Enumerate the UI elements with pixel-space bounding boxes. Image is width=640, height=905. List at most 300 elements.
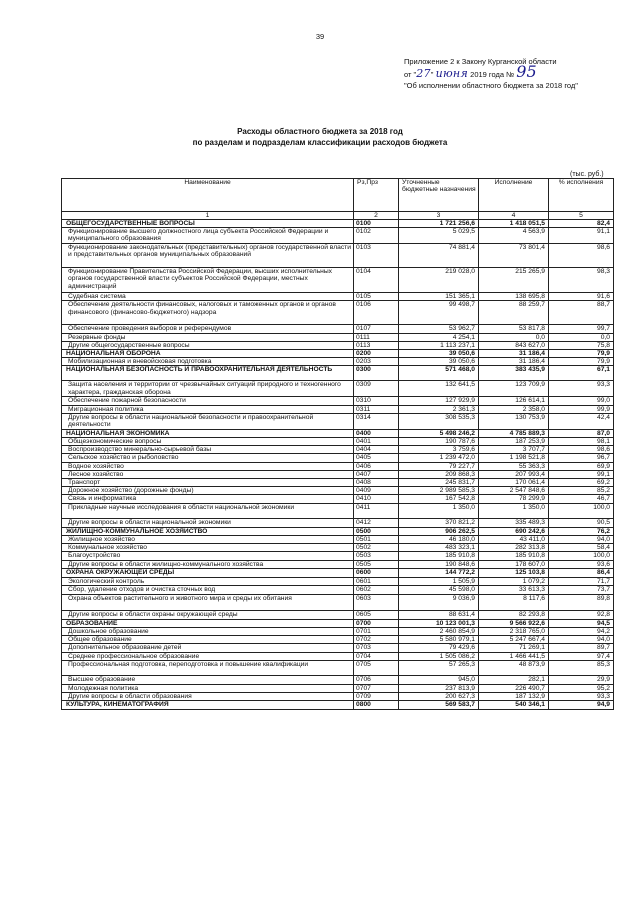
table-section-row <box>62 366 614 381</box>
cell-executed: 187 132,9 <box>479 693 549 701</box>
cell-code: 0100 <box>354 220 399 228</box>
cell-name: Функционирование Правительства Российской Федерации, высших исполнительных органов государственной власти субъектов Российской Федерации, местных администраций <box>62 268 354 293</box>
cell-percent: 91,6 <box>549 293 614 301</box>
cell-planned: 569 583,7 <box>399 701 479 709</box>
cell-code: 0314 <box>354 413 399 429</box>
cell-planned: 370 821,2 <box>399 518 479 527</box>
cell-code: 0709 <box>354 693 399 701</box>
cell-code: 0501 <box>354 535 399 543</box>
cell-name: Обеспечение пожарной безопасности <box>62 397 354 405</box>
cell-code: 0600 <box>354 569 399 577</box>
cell-planned: 906 262,5 <box>399 527 479 535</box>
cell-planned: 209 868,3 <box>399 470 479 478</box>
cell-percent: 88,7 <box>549 301 614 325</box>
cell-planned: 127 929,9 <box>399 397 479 405</box>
cell-name: Прикладные научные исследования в области национальной экономики <box>62 503 354 518</box>
cell-name: Молодежная политика <box>62 684 354 692</box>
cell-planned: 308 535,3 <box>399 413 479 429</box>
cell-executed: 1 466 441,5 <box>479 652 549 660</box>
cell-code: 0404 <box>354 446 399 454</box>
cell-executed: 43 411,0 <box>479 535 549 543</box>
cell-percent: 99,1 <box>549 470 614 478</box>
cell-executed: 88 259,7 <box>479 301 549 325</box>
cell-executed: 1 350,0 <box>479 503 549 518</box>
cell-name: Миграционная политика <box>62 405 354 413</box>
cell-name: Функционирование законодательных (представительных) органов государственной власти и представительных органов муниципальных образований <box>62 244 354 268</box>
cell-executed: 0,0 <box>479 333 549 341</box>
cell-executed: 4 785 889,3 <box>479 429 549 437</box>
cell-name: Связь и информатика <box>62 495 354 503</box>
cell-code: 0408 <box>354 479 399 487</box>
table-row <box>62 454 614 462</box>
cell-name: Среднее профессиональное образование <box>62 652 354 660</box>
table-row <box>62 693 614 701</box>
table-row <box>62 470 614 478</box>
cell-name: НАЦИОНАЛЬНАЯ ОБОРОНА <box>62 350 354 358</box>
cell-percent: 98,1 <box>549 438 614 446</box>
cell-code: 0407 <box>354 470 399 478</box>
table-row <box>62 636 614 644</box>
cell-planned: 57 265,3 <box>399 660 479 675</box>
cell-code: 0401 <box>354 438 399 446</box>
table-row <box>62 268 614 293</box>
cell-name: ЖИЛИЩНО-КОММУНАЛЬНОЕ ХОЗЯЙСТВО <box>62 527 354 535</box>
table-row <box>62 628 614 636</box>
cell-percent: 93,3 <box>549 381 614 397</box>
cell-code: 0113 <box>354 341 399 349</box>
cell-planned: 79 227,7 <box>399 462 479 470</box>
cell-percent: 76,2 <box>549 527 614 535</box>
cell-executed: 843 627,0 <box>479 341 549 349</box>
cell-executed: 55 363,3 <box>479 462 549 470</box>
cell-planned: 2 989 585,3 <box>399 487 479 495</box>
cell-name: Экологический контроль <box>62 577 354 585</box>
cell-executed: 78 299,9 <box>479 495 549 503</box>
cell-executed: 335 489,3 <box>479 518 549 527</box>
cell-planned: 45 598,0 <box>399 585 479 594</box>
table-row <box>62 487 614 495</box>
table-row <box>62 228 614 244</box>
table-row <box>62 561 614 569</box>
appendix-block <box>404 56 614 91</box>
cell-planned: 5 029,5 <box>399 228 479 244</box>
cell-name: Сельское хозяйство и рыболовство <box>62 454 354 462</box>
cell-code: 0704 <box>354 652 399 660</box>
cell-code: 0300 <box>354 366 399 381</box>
index-cell: 3 <box>399 212 479 220</box>
cell-name: Жилищное хозяйство <box>62 535 354 543</box>
cell-executed: 3 707,7 <box>479 446 549 454</box>
index-cell: 4 <box>479 212 549 220</box>
cell-percent: 29,9 <box>549 675 614 684</box>
cell-percent: 86,4 <box>549 569 614 577</box>
cell-percent: 71,7 <box>549 577 614 585</box>
cell-planned: 1 505 086,2 <box>399 652 479 660</box>
cell-executed: 5 247 667,4 <box>479 636 549 644</box>
cell-executed: 170 061,4 <box>479 479 549 487</box>
cell-executed: 2 547 848,6 <box>479 487 549 495</box>
cell-percent: 89,8 <box>549 594 614 610</box>
cell-executed: 82 293,8 <box>479 610 549 619</box>
cell-planned: 237 813,9 <box>399 684 479 692</box>
table-row <box>62 684 614 692</box>
cell-percent: 58,4 <box>549 544 614 552</box>
table-row <box>62 518 614 527</box>
cell-name: Дополнительное образование детей <box>62 644 354 652</box>
cell-name: Другие общегосударственные вопросы <box>62 341 354 349</box>
cell-planned: 3 759,6 <box>399 446 479 454</box>
document-title <box>0 126 640 148</box>
cell-executed: 130 753,9 <box>479 413 549 429</box>
cell-percent: 85,2 <box>549 487 614 495</box>
cell-executed: 125 103,8 <box>479 569 549 577</box>
cell-percent: 92,8 <box>549 610 614 619</box>
table-row <box>62 405 614 413</box>
cell-code: 0505 <box>354 561 399 569</box>
cell-percent: 99,0 <box>549 397 614 405</box>
table-section-row <box>62 569 614 577</box>
index-cell: 5 <box>549 212 614 220</box>
cell-executed: 2 358,0 <box>479 405 549 413</box>
cell-name: ОБЩЕГОСУДАРСТВЕННЫЕ ВОПРОСЫ <box>62 220 354 228</box>
cell-code: 0107 <box>354 325 399 333</box>
table-row <box>62 244 614 268</box>
cell-code: 0502 <box>354 544 399 552</box>
cell-name: Водное хозяйство <box>62 462 354 470</box>
appendix-law-title: "Об исполнении областного бюджета за 2018 год" <box>404 81 578 90</box>
cell-name: Обеспечение деятельности финансовых, налоговых и таможенных органов и органов финансового (финансово-бюджетного) надзора <box>62 301 354 325</box>
cell-planned: 10 123 001,3 <box>399 619 479 627</box>
table-section-row <box>62 350 614 358</box>
cell-name: Благоустройство <box>62 552 354 561</box>
cell-planned: 245 831,7 <box>399 479 479 487</box>
header-percent: % исполнения <box>549 179 614 212</box>
cell-code: 0412 <box>354 518 399 527</box>
cell-planned: 1 505,9 <box>399 577 479 585</box>
cell-executed: 138 695,8 <box>479 293 549 301</box>
cell-code: 0111 <box>354 333 399 341</box>
unit-label: (тыс. руб.) <box>570 171 604 178</box>
cell-code: 0703 <box>354 644 399 652</box>
cell-planned: 945,0 <box>399 675 479 684</box>
cell-executed: 126 614,1 <box>479 397 549 405</box>
cell-code: 0405 <box>354 454 399 462</box>
cell-name: Лесное хозяйство <box>62 470 354 478</box>
cell-planned: 39 050,6 <box>399 358 479 366</box>
cell-name: Защита населения и территории от чрезвычайных ситуаций природного и техногенного характера, гражданская оборона <box>62 381 354 397</box>
table-section-row <box>62 527 614 535</box>
cell-percent: 89,7 <box>549 644 614 652</box>
cell-percent: 95,2 <box>549 684 614 692</box>
cell-code: 0309 <box>354 381 399 397</box>
table-index-row <box>62 212 614 220</box>
cell-percent: 94,0 <box>549 535 614 543</box>
cell-code: 0105 <box>354 293 399 301</box>
table-section-row <box>62 220 614 228</box>
cell-executed: 187 253,9 <box>479 438 549 446</box>
cell-percent: 94,0 <box>549 636 614 644</box>
cell-code: 0700 <box>354 619 399 627</box>
cell-executed: 1 079,2 <box>479 577 549 585</box>
cell-percent: 94,2 <box>549 628 614 636</box>
cell-percent: 46,7 <box>549 495 614 503</box>
cell-code: 0706 <box>354 675 399 684</box>
cell-executed: 282 313,8 <box>479 544 549 552</box>
table-row <box>62 675 614 684</box>
cell-name: Судебная система <box>62 293 354 301</box>
cell-planned: 9 036,9 <box>399 594 479 610</box>
cell-name: Другие вопросы в области жилищно-коммунального хозяйства <box>62 561 354 569</box>
cell-name: Резервные фонды <box>62 333 354 341</box>
index-cell: 2 <box>354 212 399 220</box>
budget-table <box>61 178 614 710</box>
cell-planned: 190 787,6 <box>399 438 479 446</box>
cell-percent: 87,0 <box>549 429 614 437</box>
cell-name: Общее образование <box>62 636 354 644</box>
cell-executed: 185 910,8 <box>479 552 549 561</box>
table-row <box>62 413 614 429</box>
cell-percent: 73,7 <box>549 585 614 594</box>
cell-percent: 0,0 <box>549 333 614 341</box>
cell-planned: 483 323,1 <box>399 544 479 552</box>
cell-code: 0311 <box>354 405 399 413</box>
cell-name: Воспроизводство минерально-сырьевой базы <box>62 446 354 454</box>
cell-code: 0310 <box>354 397 399 405</box>
cell-percent: 99,7 <box>549 325 614 333</box>
cell-executed: 48 873,9 <box>479 660 549 675</box>
table-section-row <box>62 701 614 709</box>
cell-executed: 2 318 765,0 <box>479 628 549 636</box>
table-row <box>62 610 614 619</box>
cell-percent: 85,3 <box>549 660 614 675</box>
cell-name: Высшее образование <box>62 675 354 684</box>
cell-planned: 1 239 472,0 <box>399 454 479 462</box>
cell-name: Транспорт <box>62 479 354 487</box>
cell-executed: 123 709,9 <box>479 381 549 397</box>
cell-name: Коммунальное хозяйство <box>62 544 354 552</box>
cell-planned: 99 498,7 <box>399 301 479 325</box>
date-prefix: от " <box>404 70 417 79</box>
cell-percent: 97,4 <box>549 652 614 660</box>
cell-percent: 99,9 <box>549 405 614 413</box>
cell-percent: 79,9 <box>549 350 614 358</box>
cell-name: Охрана объектов растительного и животного мира и среды их обитания <box>62 594 354 610</box>
cell-code: 0410 <box>354 495 399 503</box>
cell-planned: 2 460 854,9 <box>399 628 479 636</box>
cell-executed: 1 418 051,5 <box>479 220 549 228</box>
cell-planned: 1 350,0 <box>399 503 479 518</box>
cell-planned: 144 772,2 <box>399 569 479 577</box>
cell-code: 0400 <box>354 429 399 437</box>
table-row <box>62 341 614 349</box>
header-code: Рз,Прз <box>354 179 399 212</box>
cell-code: 0701 <box>354 628 399 636</box>
appendix-line: Приложение 2 к Закону Курганской области <box>404 57 557 66</box>
cell-name: Другие вопросы в области образования <box>62 693 354 701</box>
cell-code: 0602 <box>354 585 399 594</box>
cell-executed: 282,1 <box>479 675 549 684</box>
header-executed: Исполнение <box>479 179 549 212</box>
table-row <box>62 660 614 675</box>
cell-percent: 69,9 <box>549 462 614 470</box>
cell-name: Сбор, удаление отходов и очистка сточных вод <box>62 585 354 594</box>
cell-code: 0603 <box>354 594 399 610</box>
table-row <box>62 594 614 610</box>
table-section-row <box>62 429 614 437</box>
cell-code: 0702 <box>354 636 399 644</box>
cell-planned: 74 881,4 <box>399 244 479 268</box>
table-row <box>62 333 614 341</box>
cell-percent: 100,0 <box>549 552 614 561</box>
header-name: Наименование <box>62 179 354 212</box>
cell-percent: 91,1 <box>549 228 614 244</box>
cell-executed: 71 269,1 <box>479 644 549 652</box>
cell-name: Мобилизационная и вневойсковая подготовка <box>62 358 354 366</box>
cell-percent: 67,1 <box>549 366 614 381</box>
cell-percent: 75,8 <box>549 341 614 349</box>
cell-percent: 96,7 <box>549 454 614 462</box>
cell-executed: 8 117,6 <box>479 594 549 610</box>
cell-percent: 98,3 <box>549 268 614 293</box>
cell-percent: 98,6 <box>549 446 614 454</box>
cell-percent: 98,6 <box>549 244 614 268</box>
cell-name: Общеэкономические вопросы <box>62 438 354 446</box>
table-row <box>62 585 614 594</box>
cell-planned: 151 365,1 <box>399 293 479 301</box>
cell-percent: 94,9 <box>549 701 614 709</box>
cell-planned: 200 627,3 <box>399 693 479 701</box>
table-row <box>62 325 614 333</box>
cell-planned: 185 910,8 <box>399 552 479 561</box>
table-row <box>62 495 614 503</box>
cell-percent: 79,9 <box>549 358 614 366</box>
cell-executed: 31 186,4 <box>479 358 549 366</box>
cell-executed: 226 490,7 <box>479 684 549 692</box>
cell-planned: 46 180,0 <box>399 535 479 543</box>
cell-planned: 1 721 256,6 <box>399 220 479 228</box>
cell-planned: 571 468,0 <box>399 366 479 381</box>
cell-executed: 53 817,8 <box>479 325 549 333</box>
index-cell: 1 <box>62 212 354 220</box>
table-section-row <box>62 619 614 627</box>
cell-percent: 100,0 <box>549 503 614 518</box>
cell-executed: 178 607,0 <box>479 561 549 569</box>
cell-percent: 82,4 <box>549 220 614 228</box>
cell-code: 0705 <box>354 660 399 675</box>
table-row <box>62 293 614 301</box>
appendix-date-line <box>404 62 614 81</box>
cell-executed: 383 435,9 <box>479 366 549 381</box>
cell-code: 0503 <box>354 552 399 561</box>
table-header-row <box>62 179 614 212</box>
cell-name: Дорожное хозяйство (дорожные фонды) <box>62 487 354 495</box>
cell-code: 0200 <box>354 350 399 358</box>
cell-percent: 93,3 <box>549 693 614 701</box>
cell-executed: 33 613,3 <box>479 585 549 594</box>
cell-code: 0601 <box>354 577 399 585</box>
cell-planned: 132 641,5 <box>399 381 479 397</box>
table-row <box>62 644 614 652</box>
cell-name: НАЦИОНАЛЬНАЯ ЭКОНОМИКА <box>62 429 354 437</box>
cell-code: 0605 <box>354 610 399 619</box>
table-row <box>62 479 614 487</box>
cell-executed: 1 198 521,8 <box>479 454 549 462</box>
cell-code: 0103 <box>354 244 399 268</box>
cell-code: 0409 <box>354 487 399 495</box>
cell-name: Другие вопросы в области охраны окружающей среды <box>62 610 354 619</box>
cell-percent: 69,2 <box>549 479 614 487</box>
cell-code: 0104 <box>354 268 399 293</box>
cell-code: 0406 <box>354 462 399 470</box>
cell-percent: 93,6 <box>549 561 614 569</box>
title-line-1: Расходы областного бюджета за 2018 год <box>237 127 403 136</box>
cell-code: 0500 <box>354 527 399 535</box>
cell-name: ОБРАЗОВАНИЕ <box>62 619 354 627</box>
header-planned: Уточненные бюджетные назначения <box>399 179 479 212</box>
cell-percent: 42,4 <box>549 413 614 429</box>
cell-executed: 207 993,4 <box>479 470 549 478</box>
cell-planned: 4 254,1 <box>399 333 479 341</box>
cell-planned: 5 498 246,2 <box>399 429 479 437</box>
cell-code: 0106 <box>354 301 399 325</box>
table-row <box>62 446 614 454</box>
cell-code: 0203 <box>354 358 399 366</box>
cell-name: Другие вопросы в области национальной экономики <box>62 518 354 527</box>
table-row <box>62 652 614 660</box>
cell-name: Профессиональная подготовка, переподготовка и повышение квалификации <box>62 660 354 675</box>
cell-planned: 2 361,3 <box>399 405 479 413</box>
cell-planned: 88 631,4 <box>399 610 479 619</box>
table-row <box>62 397 614 405</box>
cell-executed: 215 265,9 <box>479 268 549 293</box>
cell-code: 0411 <box>354 503 399 518</box>
page-number: 39 <box>315 32 325 41</box>
table-row <box>62 358 614 366</box>
cell-percent: 94,5 <box>549 619 614 627</box>
cell-executed: 690 242,6 <box>479 527 549 535</box>
table-body <box>62 220 614 710</box>
cell-planned: 190 848,6 <box>399 561 479 569</box>
table-row <box>62 462 614 470</box>
table-row <box>62 381 614 397</box>
cell-name: Дошкольное образование <box>62 628 354 636</box>
year-text: 2019 года № <box>470 70 515 79</box>
title-line-2: по разделам и подразделам классификации расходов бюджета <box>192 138 448 147</box>
cell-code: 0707 <box>354 684 399 692</box>
table-row <box>62 577 614 585</box>
cell-planned: 79 429,6 <box>399 644 479 652</box>
cell-name: НАЦИОНАЛЬНАЯ БЕЗОПАСНОСТЬ И ПРАВООХРАНИТЕЛЬНАЯ ДЕЯТЕЛЬНОСТЬ <box>62 366 354 381</box>
table-row <box>62 544 614 552</box>
cell-name: ОХРАНА ОКРУЖАЮЩЕЙ СРЕДЫ <box>62 569 354 577</box>
cell-name: КУЛЬТУРА, КИНЕМАТОГРАФИЯ <box>62 701 354 709</box>
cell-executed: 540 346,1 <box>479 701 549 709</box>
date-quote: " <box>430 70 434 79</box>
cell-executed: 31 186,4 <box>479 350 549 358</box>
table-row <box>62 301 614 325</box>
table-row <box>62 552 614 561</box>
table-row <box>62 438 614 446</box>
cell-code: 0800 <box>354 701 399 709</box>
cell-executed: 4 563,9 <box>479 228 549 244</box>
table-row <box>62 535 614 543</box>
cell-planned: 219 028,0 <box>399 268 479 293</box>
cell-name: Обеспечение проведения выборов и референдумов <box>62 325 354 333</box>
cell-name: Другие вопросы в области национальной безопасности и правоохранительной деятельности <box>62 413 354 429</box>
handwritten-day: 27 <box>416 67 431 80</box>
handwritten-number: 95 <box>516 62 537 81</box>
handwritten-month: июня <box>435 67 469 80</box>
